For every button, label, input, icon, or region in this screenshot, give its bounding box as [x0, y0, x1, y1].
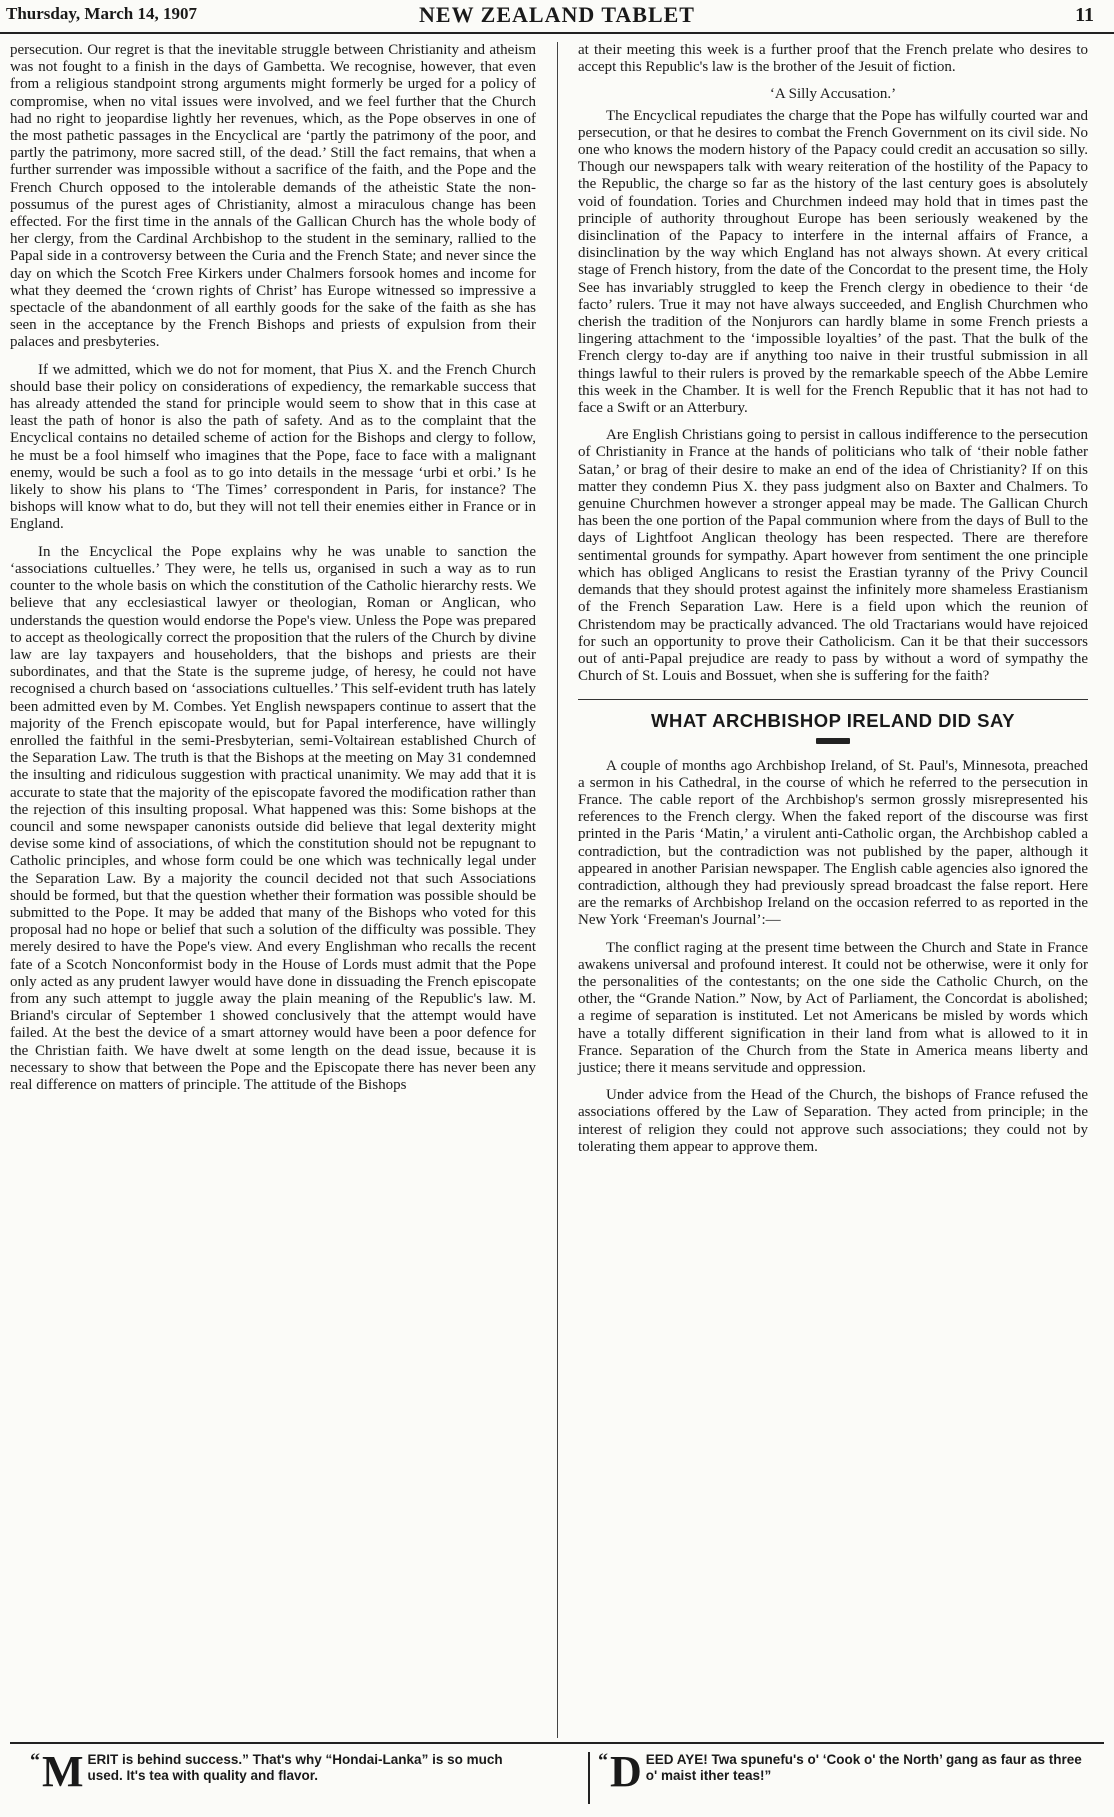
advertisement-cook-o-the-north	[588, 1747, 1088, 1804]
issue-date: Thursday, March 14, 1907	[6, 4, 197, 23]
article-paragraph: The Encyclical repudiates the charge that the Pope has wilfully courted war and persecution, or that he desires to combat the French Government on its civil side. No one who knows the modern history of the Papacy could credit an accusation so silly. Though our newspapers talk with weary reiteration of the hostility of the Papacy to the Republic, the charge so far as the history of the last century goes is absolutely void of foundation. Tories and Churchmen indeed may hold that in times past the principle of authority throughout Europe has been seriously weakened by the disinclination of the Papacy to interfere in the internal affairs of France, a disinclination by the way which England has not always shown. At every critical stage of French history, from the date of the Concordat to the present time, the Holy See has invariably struggled to keep the French clergy in obedience to their ‘de facto’ rulers. True it may not have always succeeded, and English Churchmen who cherish the tradition of the Nonjurors can hardly blame in some French priests a lingering attachment to the ‘impossible loyalties’ of the past. That the bulk of the French clergy to-day are if anything too naive in their trustful submission in all things lawful to their rulers is proved by the remarkable speech of the Abbe Lemire this week in the Chamber. It is well for the French Republic that it has not had to face a Swift or an Atterbury.	[578, 107, 1088, 417]
article-paragraph: The conflict raging at the present time between the Church and State in France awakens universal and profound interest. It could not be otherwise, were it only for the personalities of the contestants; on the one side the Catholic Church, on the other, the “Grande Nation.” Now, by Act of Parliament, the Concordat is abolished; a regime of separation is instituted. Let not Americans be misled by words which have a totally different signification in their land from what is allowed to it in France. Separation of the Church from the State in America means liberty and justice; there it means servitude and oppression.	[578, 939, 1088, 1076]
open-quote-glyph: “	[30, 1750, 40, 1772]
section-rule	[578, 699, 1088, 700]
article-paragraph: Are English Christians going to persist in callous indifference to the persecution of Christianity in France at the hands of politicians who talk of ‘their noble father Satan,’ or brag of their desire to make an end of the idea of Christianity? If on this matter they condemn Pius X. they pass judgment also on Baxter and Chalmers. To genuine Churchmen however a stronger appeal may be made. The Gallican Church has been the one portion of the Papal communion where from the days of Bull to the days of Lightfoot Anglican theology has been respected. There are therefore sentimental grounds for sympathy. Apart however from sentiment the one principle which has obliged Anglicans to resist the Erastian tyranny of the Privy Council demands that they should protest against the infinitely more shameless Erastianism of the French Separation Law. Here is a field upon which the reunion of Christendom may be practically advanced. The old Tractarians would have rejoiced for such an opportunity to prove their Catholicism. Can it be that their successors out of anti-Papal prejudice are ready to pass by without a word of sympathy the Church of St. Louis and Bossuet, when she is suffering for the faith?	[578, 427, 1088, 685]
article-paragraph: A couple of months ago Archbishop Ireland, of St. Paul's, Minnesota, preached a sermon in his Cathedral, in the course of which he referred to the persecution in France. The cable report of the Archbishop's sermon grossly misrepresented his references to the French clergy. When the faked report of the discourse was first printed in the Paris ‘Matin,’ a virulent anti-Catholic organ, the Archbishop cabled a contradiction, but the contradiction was not published by the paper, although it appeared in another Parisian newspaper. The English cable agencies also ignored the contradiction, although they had previously spread broadcast the false report. Here are the remarks of Archbishop Ireland on the occasion referred to as reported in the New York ‘Freeman's Journal’:—	[578, 757, 1088, 929]
masthead-title: NEW ZEALAND TABLET	[419, 2, 695, 27]
right-column	[578, 42, 1088, 1166]
page-number: 11	[1075, 4, 1094, 26]
article-paragraph: Under advice from the Head of the Church, the bishops of France refused the associations offered by the Law of Separation. They acted from principle; in the interest of religion they could not approve such associations; they could not by tolerating them appear to approve them.	[578, 1087, 1088, 1155]
article-paragraph: at their meeting this week is a further proof that the French prelate who desires to accept this Republic's law is the brother of the Jesuit of fiction.	[578, 42, 1088, 76]
footer-rule	[10, 1742, 1104, 1744]
article-heading: WHAT ARCHBISHOP IRELAND DID SAY	[651, 710, 1015, 732]
heading-ornament	[816, 738, 850, 744]
left-column	[10, 42, 536, 1104]
page-header	[0, 0, 1114, 34]
advertisement-text: ERIT is behind success.” That's why “Hondai-Lanka” is so much used. It's tea with quality and flavor.	[87, 1752, 503, 1783]
advertisement-text: EED AYE! Twa spunefu's o' ‘Cook o' the North’ gang as faur as three o' maist ither teas!”	[645, 1752, 1082, 1783]
article-paragraph: persecution. Our regret is that the inevitable struggle between Christianity and atheism was not fought to a finish in the days of Gambetta. We recognise, however, that even from a religious standpoint strong arguments might formerly be urged for a policy of compromise, when no vital issues were involved, and we feel further that the Church had no right to jeopardise lightly her revenues, which, as the Pope observes in one of the most pathetic passages in the Encyclical are ‘partly the patrimony of the poor, and partly the patrimony, more sacred still, of the dead.’ Still the fact remains, that when a further surrender was impossible without a sacrifice of the faith, and the Pope and the French Church opposed to the intolerable demands of the atheistic State the non-possumus of the purest ages of Christianity, almost a miraculous change has been effected. For the first time in the annals of the Gallican Church has the whole body of her clergy, from the Cardinal Archbishop to the student in the seminary, rallied to the Papal side in a controversy between the Curia and the French State; and never since the day on which the Scotch Free Kirkers under Chalmers forsook homes and income for what they deemed the ‘crown rights of Christ’ has Europe witnessed so impressive a spectacle of the abandonment of all earthly goods for the sake of the faith as she has seen in the acceptance by the French Bishops and priests of expulsion from their palaces and presbyteries.	[10, 42, 536, 351]
column-divider	[557, 42, 558, 1738]
drop-cap: D	[610, 1747, 642, 1796]
article-paragraph: In the Encyclical the Pope explains why he was unable to sanction the ‘associations cultuelles.’ They were, he tells us, organised in such a way as to run counter to the whole basis on which the constitution of the Catholic hierarchy rests. We believe that any ecclesiastical lawyer or theologian, Roman or Anglican, who understands the question would endorse the Pope's view. Unless the Pope was prepared to accept as theologically correct the proposition that the rulers of the Church by divine law are lay taxpayers and householders, that the bishops and priests are their subordinates, and that the State is the supreme judge, of heresy, he could not have recognised a church based on ‘associations cultuelles.’ This self-evident truth has lately been admitted even by M. Combes. Yet English newspapers continue to assert that the majority of the French episcopate would, but for Papal interference, have willingly enrolled the faithful in the semi-Presbyterian, semi-Voltairean established Church of the Separation Law. The truth is that the Bishops at the meeting on May 31 condemned the insulting and ridiculous suggestion with practical unanimity. We may add that it is accurate to state that the majority of the episcopate favored the modification rather than the rejection of this insulting proposal. What happened was this: Some bishops at the council and some newspaper canonists outside did believe that legal dexterity might devise some kind of associations, of which the constitution should not be repugnant to Catholic principles, and whose form could be one which was technically legal under the Separation Law. By a majority the council decided not that such Associations should be formed, but that the question whether their formation was possible should be submitted to the Pope. It may be added that many of the Bishops who voted for this proposal had no hope or belief that such a solution of the difficulty was possible. They merely desired to have the Pope's view. And every Englishman who recalls the recent fate of a Scotch Nonconformist body in the House of Lords must admit that the Pope only acted as any prudent lawyer would have done in dissuading the French episcopate from any such attempt to juggle away the plain meaning of the Republic's law. M. Briand's circular of September 1 showed conclusively that the attempt would have failed. At the best the device of a smart attorney would have been a poor defence for the Christian faith. We have dwelt at some length on the dead issue, because it is necessary to show that between the Pope and the Episcopate there has never been any real difference on matters of principle. The attitude of the Bishops	[10, 543, 536, 1093]
advertisement-hondai-lanka	[30, 1747, 530, 1804]
section-subheading: ‘A Silly Accusation.’	[769, 86, 897, 103]
article-paragraph: If we admitted, which we do not for moment, that Pius X. and the French Church should base their policy on considerations of expediency, the remarkable success that has already attended the stand for principle would seem to show that in this case at least the path of honor is also the path of safety. And as to the complaint that the Encyclical contains no detailed scheme of action for the Bishops and clergy to follow, he must be a fool himself who imagines that the Pope, face to face with a malignant enemy, would be such a fool as to go into details in the message ‘urbi et orbi.’ Is he likely to show his plans to ‘The Times’ correspondent in Paris, for instance? The bishops will know what to do, but they will not tell their enemies either in France or in England.	[10, 361, 536, 533]
drop-cap: M	[42, 1747, 84, 1796]
open-quote-glyph: “	[598, 1750, 608, 1772]
